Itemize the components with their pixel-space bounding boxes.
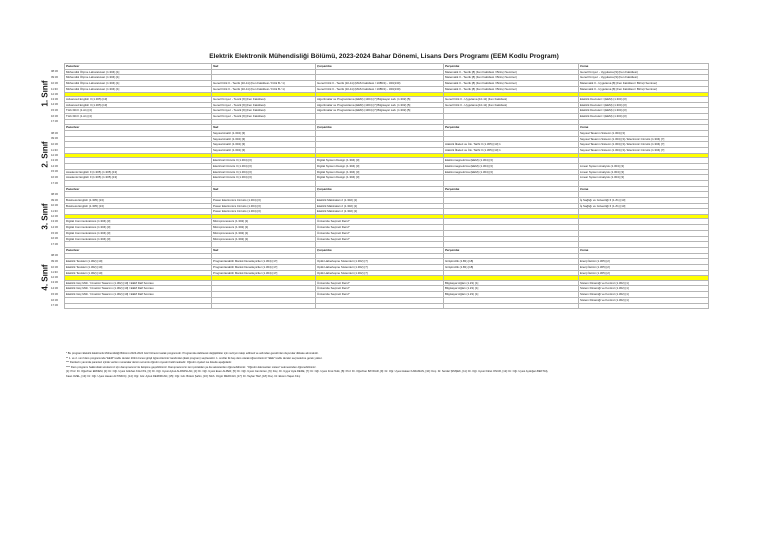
course-cell: Academic English II (1.305) (1.305) [13] <box>65 175 212 181</box>
day-header: Cuma <box>579 186 709 192</box>
time-label: 15:30 <box>51 230 58 235</box>
course-cell <box>65 303 212 309</box>
course-cell: Electrical Circuits II (1.304) [3] <box>212 175 316 181</box>
time-label: 15:30 <box>51 291 58 296</box>
course-cell: Genel Fizik II - Teorik [10-11] (Fen Fakültesi / Fizik B / 1) <box>212 86 316 92</box>
course-cell: Programlanabilir Mantık Denetleyiciler (1.304) [17] <box>212 265 316 271</box>
course-cell: Sayısal Analiz (1.304) [3] <box>212 148 316 154</box>
time-label: 16:30 <box>51 297 58 302</box>
day-header: Pazartesi <box>65 64 212 70</box>
day-header: Perşembe <box>444 186 579 192</box>
time-label: 11:30 <box>51 209 58 214</box>
note-line: * Bu program Elektrik Elektronik Mühendisliği Bölümü 2023-2024 Güz Dönemi taslak programıdır. Programda olabilecek değişiklikler için revizyon takip edilmeli ve ardından gerekli ilan duyurular dikkate alınmalıdır. <box>66 352 319 355</box>
course-cell: Digital System Design (1.304) [3] <box>316 158 444 164</box>
time-label: 08:30 <box>51 69 58 74</box>
course-cell: Programlanabilir Mantık Denetleyiciler (1.304) [17] <box>212 259 316 265</box>
course-cell <box>316 303 444 309</box>
schedule-table <box>64 63 709 309</box>
course-cell: Business English (1.305) [13] <box>65 203 212 209</box>
course-cell: Elektromagnetizma (EEM) (1.304) [3] <box>444 169 579 175</box>
course-cell: Üniversite Seçmeli Dersi* <box>316 230 444 236</box>
time-label: 08:30 <box>51 192 58 197</box>
time-label: 08:30 <box>51 253 58 258</box>
time-label: 09:30 <box>51 136 58 141</box>
course-cell: Genel Kimya I - Uygulama [9] (Fen Fakültesi) <box>579 75 709 81</box>
course-cell: Mühendisl Ölçme Laboratuvarı (1.304) [1] <box>65 69 212 75</box>
course-cell: Optik Haberleşme Sistemleri (1.302) [7] <box>316 270 444 276</box>
course-cell: Sistem Dinamiği ve Kontrol (1.302) [1] <box>579 297 709 303</box>
course-cell: Üniversite Seçmeli Dersi* <box>316 286 444 292</box>
course-cell: Genel Kimya I - Teorik [9] (Fen Fakültesi) <box>212 96 316 102</box>
course-cell: Genel Kimya I - Teorik [9] (Fen Fakültesi) <box>212 113 316 119</box>
time-label: 12:30 <box>51 91 58 96</box>
time-label: 17:30 <box>51 180 58 185</box>
time-label: 13:30 <box>51 219 58 224</box>
year-label: 4. Sınıf <box>40 264 50 291</box>
course-cell: Elektrik Devreleri I (EEM) (1.304) [3] <box>579 113 709 119</box>
course-cell: Üniversite Seçmeli Dersi* <box>316 292 444 298</box>
course-cell: Linear System Analysis (1.304) [3] <box>579 163 709 169</box>
day-header: Perşembe <box>444 247 579 253</box>
time-label: 16:30 <box>51 174 58 179</box>
time-label: 17:30 <box>51 303 58 308</box>
time-label: 15:30 <box>51 107 58 112</box>
course-cell: Genel Kimya I - Teorik [9] (Fen Fakültesi) <box>212 102 316 108</box>
time-label: 15:30 <box>51 169 58 174</box>
course-cell: Elektrik Tesisleri (1.302) [10] <box>65 259 212 265</box>
course-cell: Genel Kimya I - Uygulama [9] (Fen Fakültesi) <box>579 69 709 75</box>
time-label: 16:30 <box>51 113 58 118</box>
course-cell: Elektrik Devreleri I (EEM) (1.304) [3] <box>579 102 709 108</box>
course-cell: Girişimcilik (1.B1) [18] <box>444 265 579 271</box>
day-header: Perşembe <box>444 125 579 131</box>
course-cell: Linear System Analysis (1.304) [3] <box>579 175 709 181</box>
course-cell: Mühendisl Ölçme Laboratuvarı (1.304) [1] <box>65 81 212 87</box>
course-cell: Matematik II - Teorik [8] (Fen Fakültesi / Birinçi Seminer) <box>444 69 579 75</box>
course-cell: Optik Haberleşme Sistemleri (1.302) [7] <box>316 265 444 271</box>
course-cell: Algoritmalar ve Programlama (EEM) (1304) [7] Bilgisayar Lab. (1.302) [5] <box>316 96 444 102</box>
course-cell: Enerji İletimi (1.305) [2] <box>579 270 709 276</box>
course-cell: Sistem Dinamiği ve Kontrol (1.302) [1] <box>579 286 709 292</box>
time-label: 11:30 <box>51 147 58 152</box>
time-label: 11:30 <box>51 86 58 91</box>
course-cell: Electrical Circuits II (1.304) [3] <box>212 163 316 169</box>
course-cell: Üniversite Seçmeli Dersi* <box>316 219 444 225</box>
course-cell: Sayısal Tasarım Sistemi (1.304) [3] / Electronic Circuits (1.304) [7] <box>579 136 709 142</box>
course-cell: Bilgisayar Ağları (1.Z1) [1] <box>444 286 579 292</box>
course-cell: Genel Fizik II - Uygulama [10-11] (Fen Fakültesi) <box>444 102 579 108</box>
course-cell: Sayısal Tasarım Sistemi (1.304) [3] <box>579 131 709 137</box>
course-cell: Business English (1.305) [13] <box>65 198 212 204</box>
course-cell: Elektromagnetizma (EEM) (1.304) [3] <box>444 163 579 169</box>
day-header: Çarşamba <box>316 64 444 70</box>
course-cell: Elektrik Güç Müh. Yönetimi Tasarımı (1.302) [10] / EEM Dalf Sonrası <box>65 292 212 298</box>
day-header: Pazartesi <box>65 186 212 192</box>
day-header: Cuma <box>579 125 709 131</box>
course-cell: İş Sağlığı ve Güvenliği II (1.Z1) [13] <box>579 198 709 204</box>
course-cell: Advanced English II (1.305) [13] <box>65 96 212 102</box>
page-title: Elektrik Elektronik Mühendisliği Bölümü, 2023-2024 Bahar Dönemi, Lisans Ders Programı (EEM Kodlu Program) <box>209 53 559 60</box>
time-label: 14:30 <box>51 286 58 291</box>
day-header: Cuma <box>579 247 709 253</box>
course-cell: Sayısal Analiz (1.304) [3] <box>212 142 316 148</box>
course-cell: Genel Fizik II - Teorik [10-11] (MAS Fakültesi / 1086/1) - 320(130) <box>316 86 444 92</box>
day-header: Salı <box>212 125 316 131</box>
time-label: 12:30 <box>51 214 58 219</box>
course-cell: Matematik II - Uygulama [8] (Fen Fakültesi / Birinçi Seminer) <box>579 86 709 92</box>
time-label: 17:30 <box>51 119 58 124</box>
course-cell: Matematik II - Teorik [8] (Fen Fakültesi / Birinçi Seminer) <box>444 86 579 92</box>
time-label: 13:30 <box>51 280 58 285</box>
course-cell: Mühendisl Ölçme Laboratuvarı (1.304) [1] <box>65 86 212 92</box>
course-cell: Sayısal Tasarım Sistemi (1.304) [3] / Electronic Circuits (1.304) [7] <box>579 142 709 148</box>
time-label: 13:30 <box>51 157 58 162</box>
course-cell: Enerji İletimi (1.305) [2] <box>579 265 709 271</box>
time-label: 17:30 <box>51 241 58 246</box>
time-label: 10:30 <box>51 80 58 85</box>
course-cell: Elektrik Tesisleri (1.302) [10] <box>65 265 212 271</box>
course-cell <box>444 303 579 309</box>
day-header: Çarşamba <box>316 125 444 131</box>
notes <box>66 352 706 380</box>
course-cell: Elektrik Güç Müh. Yönetimi Tasarımı (1.302) [10] / EEM Dalf Sonrası <box>65 286 212 292</box>
course-cell: Türk Dili II (1.A1) [4] <box>65 108 212 114</box>
course-cell: Atatürk İlkeleri ve İnk. Tarihi II (1.305) [13] 1 <box>444 148 579 154</box>
time-label: 10:30 <box>51 203 58 208</box>
course-cell: Bilgisayar Ağları (1.Z1) [1] <box>444 292 579 298</box>
course-cell: İş Sağlığı ve Güvenliği II (1.Z1) [13] <box>579 203 709 209</box>
course-cell: Genel Fizik II - Uygulama [10-11] (Fen Fakültesi) <box>444 96 579 102</box>
course-cell: Mühendisl Ölçme Laboratuvarı (1.304) [1] <box>65 75 212 81</box>
time-label: 11:30 <box>51 270 58 275</box>
course-cell: Elektrik Devreleri I (EEM) (1.304) [3] <box>579 96 709 102</box>
note-line: **** Ders programı hakkındaki sorularınız için danışmanınız ile iletişime geçebilirsiniz. Danışmanınızın ismi portaldan ya da sekreterden öğrenebilirsiniz. "Öğretim Elemanları Listesi" sekmesinden öğrenebilirsiniz. <box>66 365 317 369</box>
course-cell: Power Electronics Circuits (1.304) [3] <box>212 198 316 204</box>
course-cell: Sistem Dinamiği ve Kontrol (1.302) [1] <box>579 280 709 286</box>
course-cell: Linear System Analysis (1.304) [3] <box>579 169 709 175</box>
course-cell: Power Electronics Circuits (1.304) [3] <box>212 209 316 215</box>
time-label: 09:30 <box>51 197 58 202</box>
course-cell: Sayısal Analiz (1.304) [3] <box>212 136 316 142</box>
course-cell: Digital System Design (1.304) [3] <box>316 169 444 175</box>
course-cell <box>579 303 709 309</box>
course-cell: Microprocessors (1.302) [1] <box>212 230 316 236</box>
course-cell: Girişimcilik (1.B1) [18] <box>444 259 579 265</box>
day-header: Salı <box>212 186 316 192</box>
time-label: 14:30 <box>51 163 58 168</box>
course-cell: Elektrik Makinaları 2 (1.302) [1] <box>316 198 444 204</box>
course-cell: Matematik II - Teorik [8] (Fen Fakültesi / Birinçi Seminer) <box>444 81 579 87</box>
time-label: 13:30 <box>51 96 58 101</box>
course-cell: Microprocessors (1.302) [1] <box>212 225 316 231</box>
course-cell: Electrical Circuits II (1.304) [3] <box>212 169 316 175</box>
course-cell: Matematik II - Uygulama [8] (Fen Fakültesi / Birinçi Seminer) <box>579 81 709 87</box>
time-label: 16:30 <box>51 236 58 241</box>
note-line: [1]: Prof. Dr. Oğuzhan ERDEM, [2]: Dr. Öğr. Üyesi Gökhan KALYAS, [3]: Dr. Öğr. Üyesi Aykut ALPARSLAN, [4]: Dr. Öğr. Üyesi Esen ALPER, [5]: Dr. Öğr. Üyesi Can Erten, [6]: Doç. Dr. Uygur Ayla DEDE, [7]: Dr. Öğr. Üyesi Fırat Tetik, [8]: Prof. Dr. Oğuzhan BAYDAR, [9]: Dr. Öğr. Üyesi Hakan KARAMAN, [10]: Doç. Dr. Serdar ŞİMŞEK, [11]: Dr. Öğr. Üyesi Fikret ONUR, [12]: Dr. Öğr. Üyesi Aydoğan BEKTAŞ, <box>66 370 549 374</box>
course-cell: Algoritmalar ve Programlama (EEM) (1304) [7] Bilgisayar Lab. (1.302) [5] <box>316 102 444 108</box>
course-cell: Sistem Dinamiği ve Kontrol (1.302) [1] <box>579 292 709 298</box>
course-cell: Optik Haberleşme Sistemleri (1.302) [7] <box>316 259 444 265</box>
day-header: Salı <box>212 247 316 253</box>
course-cell: Elektrik Güç Müh. Yönetimi Tasarımı (1.302) [10] / EEM Dalf Sonrası <box>65 280 212 286</box>
time-label: 10:30 <box>51 264 58 269</box>
course-cell: Elektrik Tesisleri (1.302) [10] <box>65 270 212 276</box>
time-label: 14:30 <box>51 224 58 229</box>
course-cell: Enerji İletimi (1.305) [2] <box>579 259 709 265</box>
time-label: 09:30 <box>51 259 58 264</box>
year-label: 3. Sınıf <box>40 203 50 230</box>
course-cell: Algoritmalar ve Programlama (EEM) (1304) [7] Bilgisayar Lab. (1.302) [5] <box>316 108 444 114</box>
course-cell: Programlanabilir Mantık Denetleyiciler (1.304) [17] <box>212 270 316 276</box>
course-cell: Electrical Circuits II (1.304) [3] <box>212 158 316 164</box>
day-header: Cuma <box>579 64 709 70</box>
day-header: Pazartesi <box>65 247 212 253</box>
year-label: 2. Sınıf <box>40 141 50 169</box>
year-label: 1. Sınıf <box>40 80 50 107</box>
day-header: Salı <box>212 64 316 70</box>
day-header: Pazartesi <box>65 125 212 131</box>
course-cell: Elektrik Makinaları 2 (1.302) [1] <box>316 203 444 209</box>
course-cell: Üniversite Seçmeli Dersi* <box>316 225 444 231</box>
time-label: 12:30 <box>51 152 58 157</box>
course-cell: Digital Communications (1.304) [3] <box>65 236 212 242</box>
course-cell: Digital Communications (1.304) [3] <box>65 225 212 231</box>
course-cell: Academic English II (1.305) (1.305) [13] <box>65 169 212 175</box>
course-cell: Power Electronics Circuits (1.304) [3] <box>212 203 316 209</box>
course-cell: Elektrik Devreleri I (EEM) (1.304) [3] <box>579 108 709 114</box>
course-cell: Üniversite Seçmeli Dersi* <box>316 236 444 242</box>
time-slot-row <box>65 303 709 309</box>
course-cell: Matematik II - Teorik [8] (Fen Fakültesi / Birinçi Seminer) <box>444 75 579 81</box>
course-cell: Atatürk İlkeleri ve İnk. Tarihi II (1.305) [13] 1 <box>444 142 579 148</box>
course-cell: Elektrik Makinaları 2 (1.302) [1] <box>316 209 444 215</box>
time-label: 12:30 <box>51 275 58 280</box>
course-cell: Sayısal Analiz (1.304) [3] <box>212 131 316 137</box>
course-cell: Elektromagnetizma (EEM) (1.304) [3] <box>444 158 579 164</box>
time-label: 14:30 <box>51 102 58 107</box>
course-cell: Üniversite Seçmeli Dersi* <box>316 280 444 286</box>
course-cell: Digital Communications (1.304) [3] <box>65 230 212 236</box>
course-cell: Bilgisayar Ağları (1.Z1) [1] <box>444 280 579 286</box>
course-cell: Microprocessors (1.302) [1] <box>212 236 316 242</box>
time-label: 08:30 <box>51 130 58 135</box>
course-cell: Digital System Design (1.304) [3] <box>316 163 444 169</box>
course-cell <box>212 303 316 309</box>
note-line: ** 1. ve 2. sınıf ders programında "EEM" kodlu dersler 2024 öncesi girişli öğrencilerimiz tarafından (Eski program) seçilecektir. 1. sınıflar ilk beş ders olarak öğrencilerimiz "EEE" kodlu dersler seçmelerine gerek yoktur. <box>66 356 323 360</box>
course-cell: Genel Fizik II - Teorik [10-11] (Fen Fakültesi / Fizik B / 1) <box>212 81 316 87</box>
day-header: Perşembe <box>444 64 579 70</box>
time-label: 10:30 <box>51 142 58 147</box>
note-line: Kaan ÖZEL, [13]: Dr. Öğr. Üyesi Hasan ALTINKOÇ, [14]: Öğr. Gör. Aykut DEMİRCAN, [15]: Öğr. Gör. Bülent Şahin, [16]: Müh. Özgür MERCAN, [17]: Dr. Taylan TEZ, [18]: Doç. Dr. Ekrem Taşan Kılıç <box>66 374 301 378</box>
day-header: Çarşamba <box>316 247 444 253</box>
course-cell: Genel Kimya I - Teorik [9] (Fen Fakültesi) <box>212 108 316 114</box>
time-label: 09:30 <box>51 75 58 80</box>
day-header: Çarşamba <box>316 186 444 192</box>
course-cell: Microprocessors (1.302) [1] <box>212 219 316 225</box>
course-cell: Türk Dili II (1.A1) [4] <box>65 113 212 119</box>
note-line: *** Derslerin yanında parantez içinde verilen numaralar dersin sorumlu öğretim üyesini belirtmektedir. Öğretim üyeleri ise listede aşağıdadır. <box>66 361 232 365</box>
course-cell: Digital System Design (1.304) [3] <box>316 175 444 181</box>
course-cell: Genel Fizik II - Teorik [10-11] (MAS Fakültesi / 1086/1) - 320(130) <box>316 81 444 87</box>
course-cell: Sayısal Tasarım Sistemi (1.304) [3] / Electronic Circuits (1.304) [7] <box>579 148 709 154</box>
course-cell: Digital Communications (1.304) [3] <box>65 219 212 225</box>
course-cell: Advanced English II (1.305) [13] <box>65 102 212 108</box>
